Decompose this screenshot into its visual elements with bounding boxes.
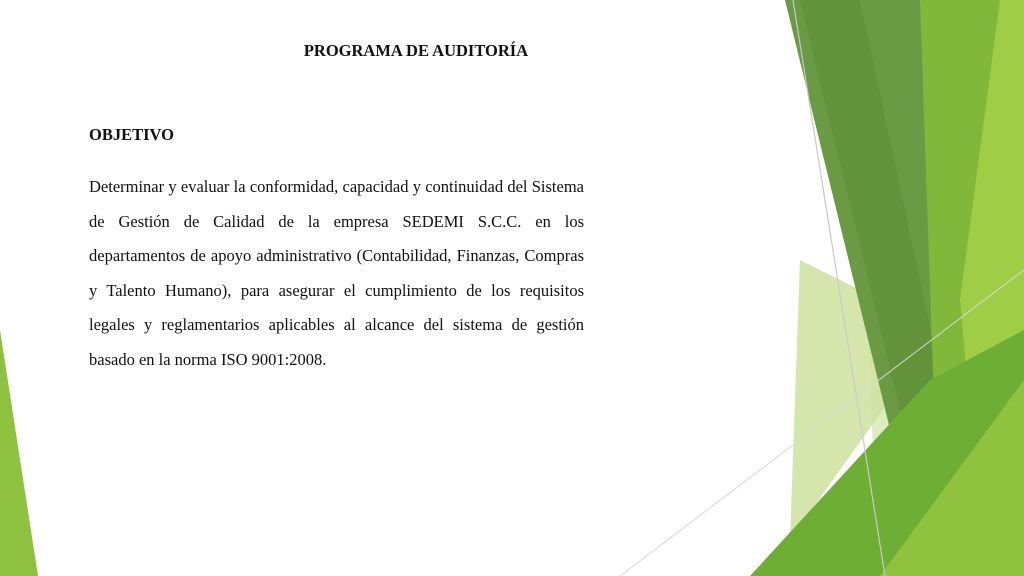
left-green-sliver bbox=[0, 330, 38, 576]
section-heading: OBJETIVO bbox=[89, 125, 174, 144]
slide-title: PROGRAMA DE AUDITORÍA bbox=[303, 41, 529, 60]
objective-paragraph: Determinar y evaluar la conformidad, capacidad y continuidad del Sistema de Gestión de Calidad de la empresa SEDEMI S.C.C. en los departamentos de apoyo administrativo (Contabilidad, Finanzas, Compras y Talento Humano), para asegurar el cumplimiento de los requisitos legales y reglamentarios aplicables al alcance del sistema de gestión basado en la norma ISO 9001:2008. bbox=[89, 177, 584, 369]
